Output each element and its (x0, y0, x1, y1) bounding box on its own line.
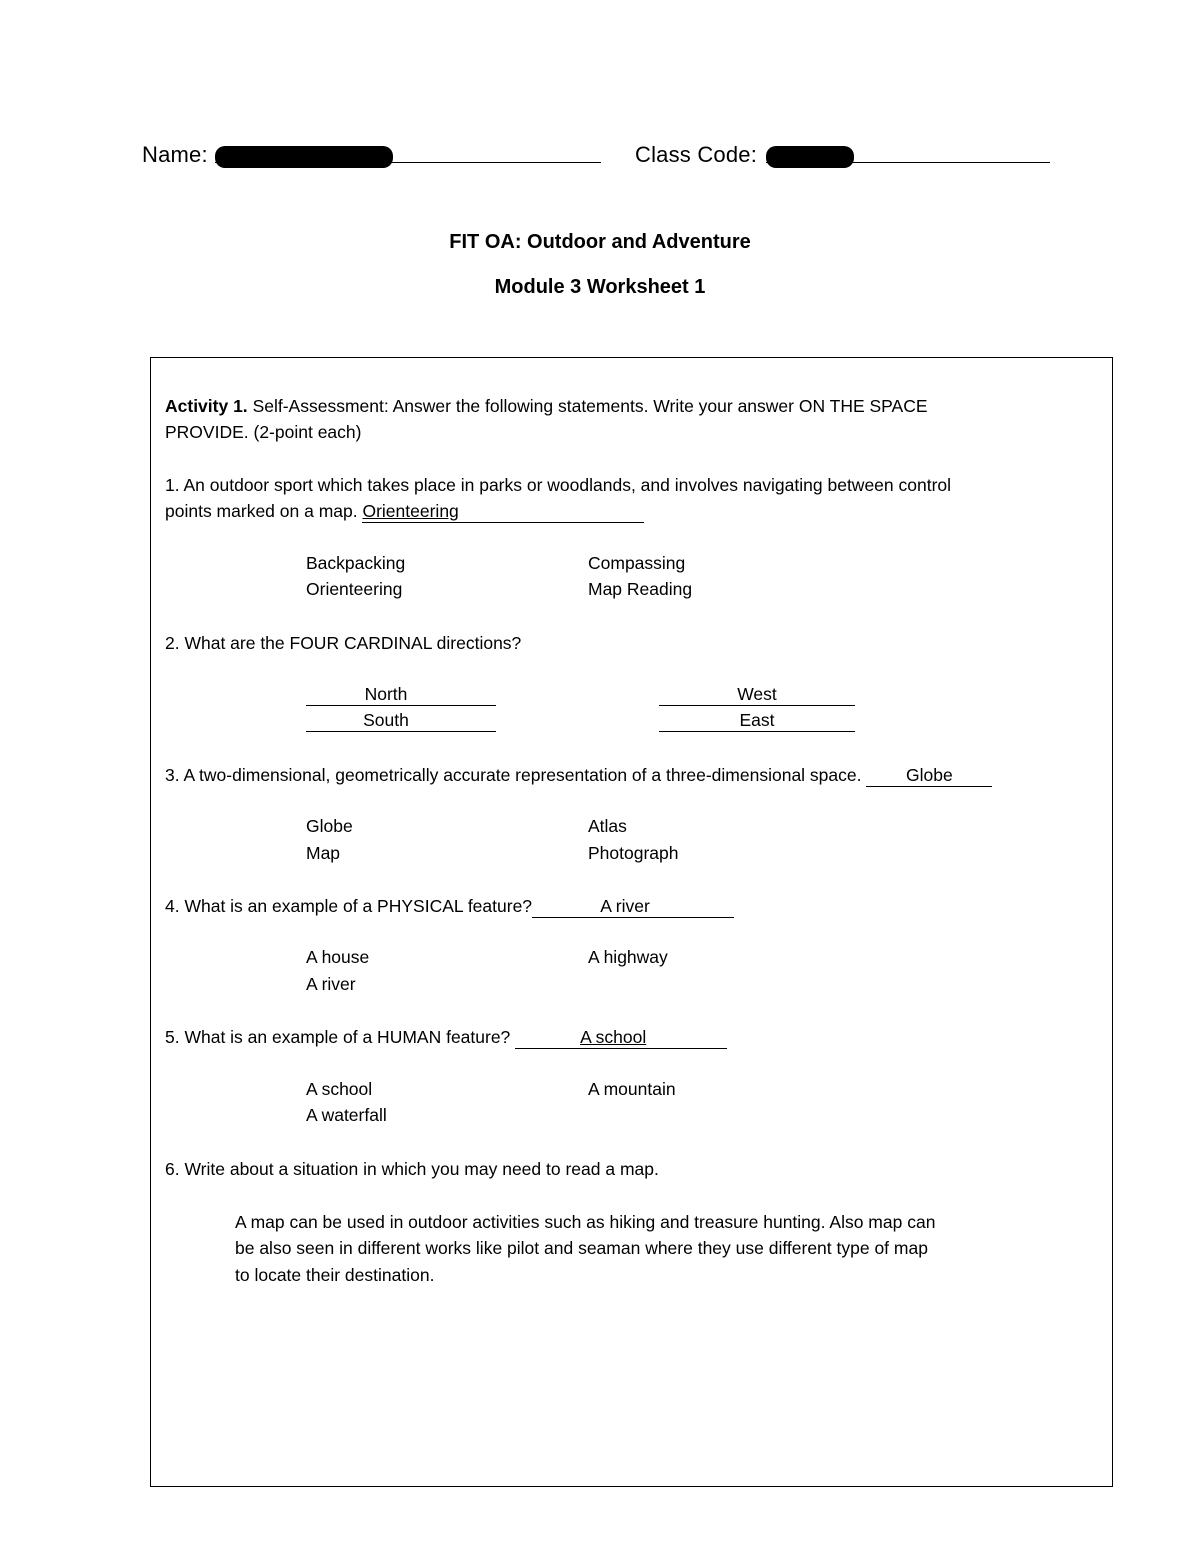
q4-option: A house (306, 947, 370, 967)
q6-text: 6. Write about a situation in which you may need to read a map. (165, 1159, 659, 1179)
q5-text: 5. What is an example of a HUMAN feature? (165, 1027, 511, 1047)
worksheet-box (150, 357, 1113, 1487)
q3-answer: Globe (906, 765, 953, 785)
q2-answer-row (306, 683, 496, 706)
activity-instructions (165, 393, 928, 419)
q2-answer-field-north[interactable] (306, 683, 496, 706)
q2-answer-east: East (739, 710, 775, 730)
q1-text: points marked on a map. (165, 501, 358, 521)
q4-option: A river (306, 974, 356, 994)
worksheet-title: Module 3 Worksheet 1 (494, 276, 706, 298)
q1-option: Map Reading (588, 579, 693, 599)
q2-answer-row (306, 709, 496, 732)
q2-answer-field-east[interactable] (659, 709, 855, 732)
q5-option: A waterfall (306, 1105, 387, 1125)
activity-heading: Activity 1. (165, 396, 248, 416)
q1-text-line1: 1. An outdoor sport which takes place in parks or woodlands, and involves navigating between control (165, 475, 952, 495)
q2-answer-row (659, 683, 855, 706)
name-redaction (215, 146, 393, 168)
q4-answer: A river (600, 896, 650, 916)
q4-text: 4. What is an example of a PHYSICAL feature? (165, 896, 533, 916)
course-title: FIT OA: Outdoor and Adventure (449, 231, 751, 253)
q4-answer-field[interactable] (532, 895, 734, 918)
q4-line (165, 893, 734, 919)
q3-option: Globe (306, 816, 353, 836)
q3-option: Photograph (588, 843, 679, 863)
q6-answer-line2: be also seen in different works like pilot and seaman where they use different type of map (235, 1238, 928, 1258)
q3-text: 3. A two-dimensional, geometrically accurate representation of a three-dimensional space. (165, 765, 862, 785)
q5-option: A mountain (588, 1079, 676, 1099)
q3-option: Map (306, 843, 341, 863)
q1-option: Compassing (588, 553, 686, 573)
q5-option: A school (306, 1079, 373, 1099)
q4-option: A highway (588, 947, 668, 967)
q2-answer-south: South (363, 710, 409, 730)
class-code-redaction (766, 146, 854, 168)
q3-answer-field[interactable] (866, 764, 992, 787)
q1-answer: Orienteering (362, 501, 459, 521)
class-code-label: Class Code: (635, 142, 758, 167)
q1-text-line2 (165, 498, 644, 524)
q2-answer-west: West (737, 684, 777, 704)
q1-option: Orienteering (306, 579, 403, 599)
q2-answer-north: North (364, 684, 408, 704)
q2-answer-field-south[interactable] (306, 709, 496, 732)
name-field-line[interactable] (215, 162, 601, 163)
q3-option: Atlas (588, 816, 627, 836)
q6-answer-line3: to locate their destination. (235, 1265, 435, 1285)
q1-option: Backpacking (306, 553, 406, 573)
q6-answer-line1: A map can be used in outdoor activities such as hiking and treasure hunting. Also map can (235, 1212, 936, 1232)
q5-answer-field[interactable] (515, 1026, 727, 1049)
q2-answer-field-west[interactable] (659, 683, 855, 706)
q5-answer: A school (580, 1027, 647, 1047)
instructions-line2: PROVIDE. (2-point each) (165, 422, 362, 442)
name-label: Name: (142, 142, 208, 167)
q3-line (165, 762, 992, 788)
q5-line (165, 1024, 727, 1050)
q2-text: 2. What are the FOUR CARDINAL directions? (165, 633, 522, 653)
instructions-line1: Self-Assessment: Answer the following statements. Write your answer ON THE SPACE (252, 396, 928, 416)
q1-answer-field[interactable] (362, 500, 644, 523)
q2-answer-row (659, 709, 855, 732)
class-code-field-line[interactable] (766, 162, 1050, 163)
